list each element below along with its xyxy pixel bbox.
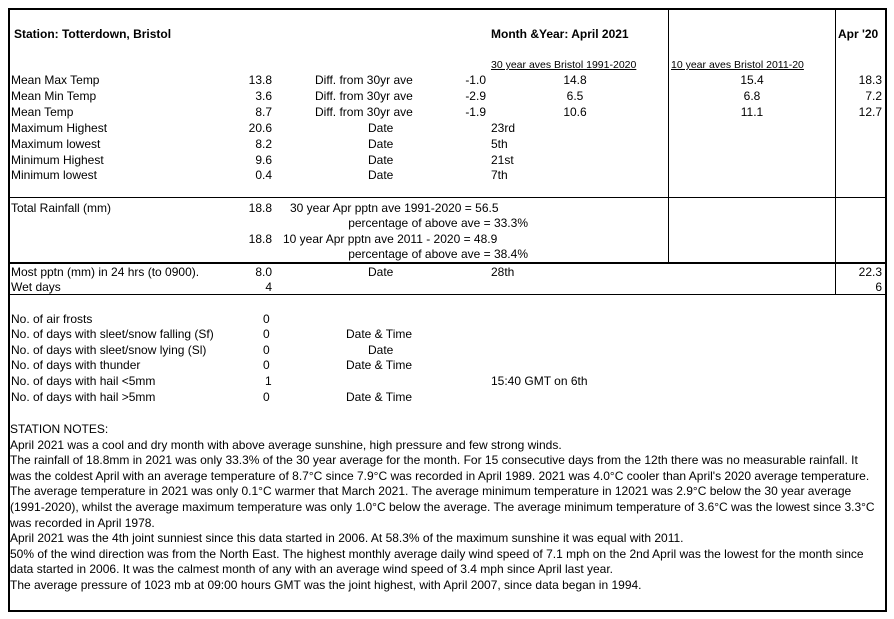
ave30-value: 14.8 [563, 73, 587, 87]
station-name: Station: Totterdown, Bristol [14, 27, 172, 41]
diff-value: -1.0 [465, 73, 486, 87]
prev-value: 7.2 [865, 89, 882, 103]
date-label: Date [368, 137, 394, 151]
ave10-value: 11.1 [740, 105, 764, 119]
days-value: 0 [263, 358, 270, 372]
extreme-date: 7th [491, 168, 508, 182]
days-extra: Date & Time [346, 327, 413, 341]
diff-label: Diff. from 30yr ave [315, 105, 413, 119]
diff-value: -2.9 [465, 89, 486, 103]
extreme-date: 5th [491, 137, 508, 151]
extreme-date: 21st [491, 153, 514, 167]
extreme-value: 9.6 [255, 153, 272, 167]
days-extra: Date & Time [346, 390, 413, 404]
temp-label: Mean Min Temp [11, 89, 97, 103]
diff-value: -1.9 [465, 105, 486, 119]
temp-value: 13.8 [248, 73, 272, 87]
extreme-value: 8.2 [255, 137, 272, 151]
rainfall-label: Total Rainfall (mm) [11, 201, 112, 215]
notes-paragraph: April 2021 was a cool and dry month with above average sunshine, high pressure and few strong winds. [10, 437, 562, 452]
prev-value: 18.3 [858, 73, 882, 87]
ave30-value: 10.6 [563, 105, 587, 119]
rainfall-value-repeat: 18.8 [248, 232, 272, 246]
extreme-label: Maximum lowest [11, 137, 101, 151]
diff-label: Diff. from 30yr ave [315, 73, 413, 87]
rainfall-30yr-pct: percentage of above ave = 33.3% [348, 216, 528, 230]
days-label: No. of days with hail >5mm [11, 390, 156, 404]
divider-days-top [8, 294, 887, 295]
divider-pptn-top [8, 262, 887, 264]
temp-value: 3.6 [255, 89, 272, 103]
notes-paragraph: The average pressure of 1023 mb at 09:00 hours GMT was the joint highest, with April 2007, since data began in 1994. [10, 577, 642, 592]
notes-paragraph: 50% of the wind direction was from the North East. The highest monthly average daily wind speed of 7.1 mph on the 2nd April was the lowest for the month since data started in 2006. It was the calmest month of any with an average wind speed of 3.4 mph since April last year. [10, 546, 864, 577]
most-pptn-value: 8.0 [255, 265, 272, 279]
wet-days-prev: 6 [875, 280, 882, 294]
rainfall-10yr-line: 10 year Apr pptn ave 2011 - 2020 = 48.9 [283, 232, 498, 246]
divider-col-prev-rain [835, 197, 836, 262]
ave10-value: 6.8 [743, 89, 761, 103]
col-header-30yr: 30 year aves Bristol 1991-2020 [491, 59, 637, 71]
days-label: No. of days with sleet/snow lying (Sl) [11, 343, 207, 357]
days-value: 0 [263, 312, 270, 326]
most-pptn-prev: 22.3 [858, 265, 882, 279]
station-notes [10, 422, 882, 594]
date-label: Date [368, 121, 394, 135]
days-value: 0 [263, 390, 270, 404]
extreme-label: Minimum lowest [11, 168, 98, 182]
extreme-label: Maximum Highest [11, 121, 108, 135]
notes-heading: STATION NOTES: [10, 422, 109, 436]
extreme-value: 20.6 [248, 121, 272, 135]
prev-year-label: Apr '20 [838, 27, 879, 41]
extreme-date: 23rd [491, 121, 516, 135]
extreme-label: Minimum Highest [11, 153, 104, 167]
days-label: No. of days with hail <5mm [11, 374, 156, 388]
divider-col-10yr [668, 10, 669, 197]
days-extra: Date & Time [346, 358, 413, 372]
col-header-10yr: 10 year aves Bristol 2011-20 [671, 59, 804, 71]
notes-paragraph: The rainfall of 18.8mm in 2021 was only 33.3% of the 30 year average for the month. For 15 consecutive days from the 12th there was no measurable rainfall. It was the coldest April with an average temperature of 8.7°C since 7.9°C was recorded in April 1989. 2021 was 4.0°C cooler than April's 2020 average temperature. The average temperature in 2021 was only 0.1°C warmer that March 2021. The average minimum temperature in 12021 was 2.9°C below the 30 year average (1991-2020), whilst the average maximum temperature was only 1.0°C below the average. The average minimum temperature of 3.6°C was the lowest since 3.3°C was recorded in April 1978. [10, 453, 875, 530]
notes-paragraph: April 2021 was the 4th joint sunniest since this data started in 2006. At 58.3% of the maximum sunshine it was equal with 2011. [10, 531, 684, 546]
ave30-value: 6.5 [566, 89, 584, 103]
month-year: Month &Year: April 2021 [491, 27, 629, 41]
days-value: 1 [265, 374, 272, 388]
days-value: 0 [263, 343, 270, 357]
most-pptn-label: Most pptn (mm) in 24 hrs (to 0900). [11, 265, 200, 279]
temp-label: Mean Max Temp [11, 73, 100, 87]
days-value: 0 [263, 327, 270, 341]
days-label: No. of days with sleet/snow falling (Sf) [11, 327, 214, 341]
divider-rainfall-top [8, 197, 887, 198]
divider-col-10yr-rain [668, 197, 669, 262]
prev-value: 12.7 [858, 105, 882, 119]
divider-col-prev [835, 10, 836, 197]
date-label: Date [368, 168, 394, 182]
days-label: No. of air frosts [11, 312, 93, 326]
most-pptn-date: 28th [491, 265, 515, 279]
most-pptn-date-label: Date [368, 265, 394, 279]
days-note: 15:40 GMT on 6th [491, 374, 588, 388]
date-label: Date [368, 153, 394, 167]
rainfall-value: 18.8 [248, 201, 272, 215]
temp-label: Mean Temp [11, 105, 74, 119]
wet-days-label: Wet days [11, 280, 61, 294]
days-extra: Date [368, 343, 394, 357]
ave10-value: 15.4 [740, 73, 764, 87]
extreme-value: 0.4 [255, 168, 272, 182]
wet-days-value: 4 [265, 280, 272, 294]
temp-value: 8.7 [255, 105, 272, 119]
rainfall-30yr-line: 30 year Apr pptn ave 1991-2020 = 56.5 [290, 201, 499, 215]
rainfall-10yr-pct: percentage of above ave = 38.4% [348, 247, 528, 261]
days-label: No. of days with thunder [11, 358, 141, 372]
diff-label: Diff. from 30yr ave [315, 89, 413, 103]
